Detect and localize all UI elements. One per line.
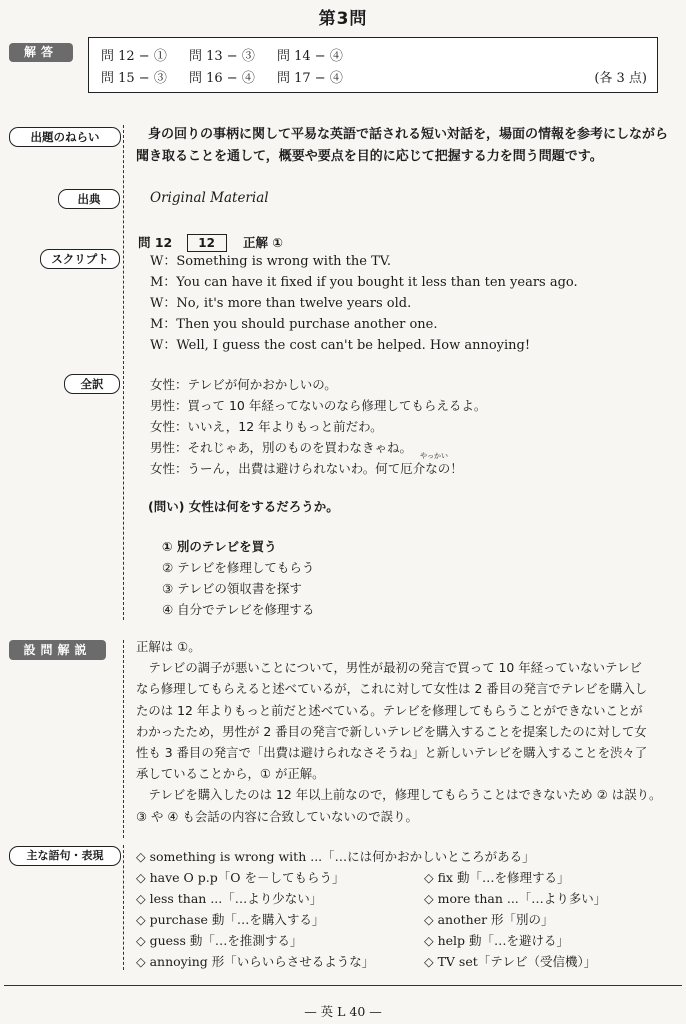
section-divider bbox=[123, 640, 124, 838]
source-label: 出典 bbox=[58, 189, 120, 209]
script-line: W：Something is wrong with the TV. bbox=[150, 254, 392, 269]
translation-line: 男性：それじゃあ，別のものを買わなきゃね。 bbox=[150, 440, 413, 455]
script-line: M：You can have it fixed if you bought it less than ten years ago. bbox=[150, 275, 578, 290]
question-number: 問 12 bbox=[138, 235, 173, 250]
vocab-item: ◇ something is wrong with ...「…には何かおかしいところがある」 bbox=[136, 849, 535, 864]
answer-label: 解答 bbox=[9, 43, 73, 62]
explanation-line: 性も 3 番目の発言で「出費は避けられなさそうね」と新しいテレビを購入することを渋々了 bbox=[136, 745, 648, 761]
vocab-item: ◇ annoying 形「いらいらさせるような」 bbox=[136, 954, 375, 969]
script-label: スクリプト bbox=[40, 249, 120, 269]
explanation-line: わかったため，男性が 2 番目の発言で新しいテレビを購入することを提案したのに対して女 bbox=[136, 723, 647, 739]
page-title: 第3問 bbox=[318, 9, 368, 29]
explanation-line: テレビの調子が悪いことについて，男性が最初の発言で買って 10 年経っていないテレビ bbox=[136, 660, 642, 676]
script-line: W：No, it's more than twelve years old. bbox=[150, 296, 412, 311]
explanation-block bbox=[136, 636, 661, 827]
choice-item: ② テレビを修理してもらう bbox=[162, 560, 315, 575]
vocab-item: ◇ more than ...「…より多い」 bbox=[424, 891, 607, 906]
script-block bbox=[150, 251, 578, 356]
vocab-item: ◇ purchase 動「…を購入する」 bbox=[136, 912, 325, 927]
explanation-line: たのは 12 年よりもっと前だと述べている。テレビを修理してもらうことができないことが bbox=[136, 702, 643, 718]
answer-item: 問 15 − ③ bbox=[101, 71, 167, 86]
question-box: 12 bbox=[187, 234, 227, 252]
translation-line: 女性：テレビが何かおかしいの。 bbox=[150, 377, 337, 392]
points-note: (各 3 点) bbox=[594, 71, 647, 86]
answer-item: 問 14 − ④ bbox=[277, 49, 343, 64]
explanation-label: 設問解説 bbox=[9, 640, 106, 660]
translation-label: 全訳 bbox=[64, 374, 120, 394]
answer-item: 問 13 − ③ bbox=[189, 49, 255, 64]
choice-item: ③ テレビの領収書を探す bbox=[162, 581, 302, 596]
aim-line: 聞き取ることを通して，概要や要点を目的に応じて把握する力を問う問題です。 bbox=[136, 149, 603, 164]
explanation-line: ③ や ④ も会話の内容に合致していないので誤り。 bbox=[136, 808, 418, 824]
aim-label: 出題のねらい bbox=[9, 127, 121, 147]
choice-item: ④ 自分でテレビを修理する bbox=[162, 602, 315, 617]
script-line: W：Well, I guess the cost can't be helped. How annoying! bbox=[150, 338, 531, 353]
vocab-item: ◇ have O p.p「O を－してもらう」 bbox=[136, 870, 345, 885]
section-divider bbox=[123, 845, 124, 970]
choice-item: ① 別のテレビを買う bbox=[162, 539, 277, 554]
translation-block bbox=[150, 374, 486, 479]
explanation-line: 承していることから，① が正解。 bbox=[136, 766, 325, 782]
answer-item: 問 12 − ① bbox=[101, 49, 167, 64]
vocab-item: ◇ help 動「…を避ける」 bbox=[424, 933, 570, 948]
answer-item: 問 17 − ④ bbox=[277, 71, 343, 86]
choices-list bbox=[162, 536, 314, 620]
vocab-item: ◇ guess 動「…を推測する」 bbox=[136, 933, 303, 948]
vocab-list-right bbox=[424, 867, 606, 972]
page-number: — 英 L 40 — bbox=[304, 1004, 382, 1019]
vocab-label: 主な語句・表現 bbox=[9, 846, 121, 866]
answer-box bbox=[88, 37, 658, 93]
vocab-item: ◇ another 形「別の」 bbox=[424, 912, 554, 927]
aim-line: 身の回りの事柄に関して平易な英語で話される短い対話を，場面の情報を参考にしながら bbox=[148, 127, 669, 142]
explanation-line: なら修理してもらえると述べているが，これに対して女性は 2 番目の発言でテレビを購入し bbox=[136, 681, 648, 697]
answer-item: 問 16 − ④ bbox=[189, 71, 255, 86]
question-header bbox=[138, 233, 283, 252]
script-line: M：Then you should purchase another one. bbox=[150, 317, 438, 332]
translation-question: (問い) 女性は何をするだろうか。 bbox=[148, 499, 339, 514]
explanation-line: テレビを購入したのは 12 年以上前なので，修理してもらうことはできないため ② は誤り。 bbox=[136, 787, 662, 803]
translation-line: 男性：買って 10 年経ってないのなら修理してもらえるよ。 bbox=[150, 398, 487, 413]
translation-line: 女性：うーん，出費は避けられないわ。何て厄介なの！ bbox=[150, 461, 463, 476]
section-divider bbox=[123, 125, 124, 620]
ruby-annotation: やっかい bbox=[420, 452, 448, 460]
source-text: Original Material bbox=[150, 190, 269, 206]
explanation-line: 正解は ①。 bbox=[136, 639, 201, 654]
vocab-item: ◇ TV set「テレビ（受信機）」 bbox=[424, 954, 597, 969]
vocab-item: ◇ less than ...「…より少ない」 bbox=[136, 891, 323, 906]
footer-rule bbox=[4, 985, 682, 986]
translation-line: 女性：いいえ，12 年よりもっと前だわ。 bbox=[150, 419, 383, 434]
aim-text bbox=[136, 124, 669, 168]
vocab-item: ◇ fix 動「…を修理する」 bbox=[424, 870, 570, 885]
correct-answer: 正解 ① bbox=[242, 235, 283, 250]
